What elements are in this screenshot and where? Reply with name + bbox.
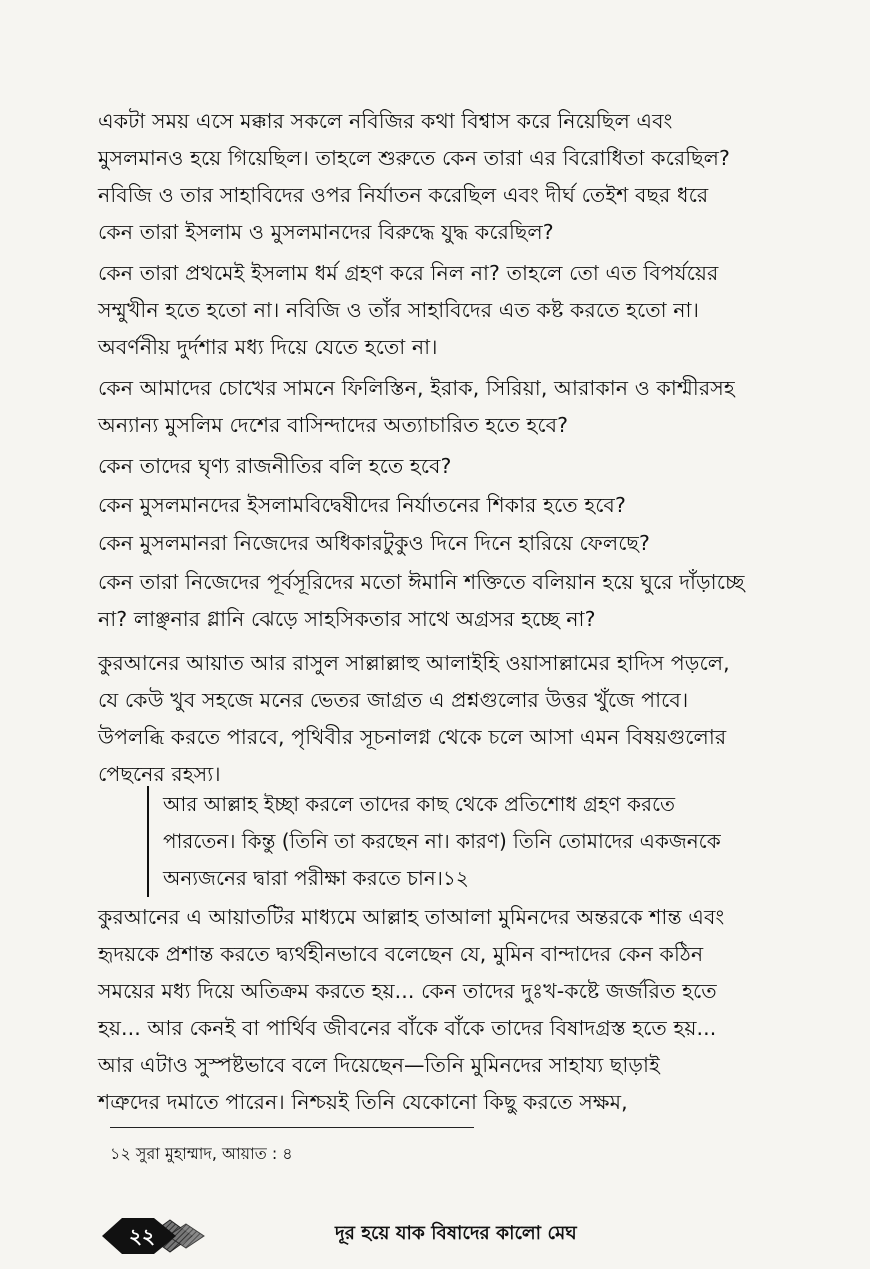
text-line: কেন তারা ইসলাম ও মুসলমানদের বিরুদ্ধে যুদ্ধ করেছিল? (98, 220, 554, 244)
quote-line: অন্যজনের দ্বারা পরীক্ষা করতে চান।১২ (163, 866, 469, 890)
text-line: সময়ের মধ্য দিয়ে অতিক্রম করতে হয়... কেন তাদের দুঃখ-কষ্টে জর্জরিত হতে (98, 979, 717, 1003)
text-line: অন্যান্য মুসলিম দেশের বাসিন্দাদের অত্যাচারিত হতে হবে? (98, 413, 569, 437)
text-line: না? লাঞ্ছনার গ্লানি ঝেড়ে সাহসিকতার সাথে অগ্রসর হচ্ছে না? (98, 607, 596, 631)
text-line: সম্মুখীন হতে হতো না। নবিজি ও তাঁর সাহাবিদের এত কষ্ট করতে হতো না। (98, 298, 700, 322)
text-line: কেন মুসলমানরা নিজেদের অধিকারটুকুও দিনে দিনে হারিয়ে ফেলছে? (98, 531, 650, 555)
running-title: দূর হয়ে যাক বিষাদের কালো মেঘ (335, 1223, 577, 1244)
text-line: কুরআনের আয়াত আর রাসুল সাল্লাল্লাহু আলাইহি ওয়াসাল্লামের হাদিস পড়লে, (98, 651, 730, 675)
quote-line: পারতেন। কিন্তু (তিনি তা করছেন না। কারণ) তিনি তোমাদের একজনকে (163, 829, 721, 853)
text-line: আর এটাও সুস্পষ্টভাবে বলে দিয়েছেন—তিনি মুমিনদের সাহায্য ছাড়াই (98, 1053, 660, 1077)
text-line: মুসলমানও হয়ে গিয়েছিল। তাহলে শুরুতে কেন তারা এর বিরোধিতা করেছিল? (98, 146, 731, 170)
text-line: কুরআনের এ আয়াতটির মাধ্যমে আল্লাহ তাআলা মুমিনদের অন্তরকে শান্ত এবং (98, 905, 725, 929)
quote-line: আর আল্লাহ ইচ্ছা করলে তাদের কাছ থেকে প্রতিশোধ গ্রহণ করতে (163, 792, 675, 816)
footnote-divider (110, 1127, 474, 1128)
text-line: কেন তাদের ঘৃণ্য রাজনীতির বলি হতে হবে? (98, 454, 452, 478)
footnote: ১২ সুরা মুহাম্মাদ, আয়াত : ৪ (110, 1144, 293, 1163)
text-line: কেন তারা প্রথমেই ইসলাম ধর্ম গ্রহণ করে নিল না? তাহলে তো এত বিপর্যয়ের (98, 261, 719, 285)
paragraph-7 (98, 564, 838, 638)
text-line: পেছনের রহস্য। (98, 762, 221, 786)
paragraph-3 (98, 370, 838, 444)
text-line: কেন তারা নিজেদের পূর্বসূরিদের মতো ঈমানি শক্তিতে বলিয়ান হয়ে ঘুরে দাঁড়াচ্ছে (98, 570, 745, 594)
paragraph-4 (98, 448, 838, 485)
text-line: কেন মুসলমানদের ইসলামবিদ্বেষীদের নির্যাতনের শিকার হতে হবে? (98, 493, 626, 517)
text-line: যে কেউ খুব সহজে মনের ভেতর জাগ্রত এ প্রশ্নগুলোর উত্তর খুঁজে পাবে। (98, 688, 689, 712)
text-line: উপলব্ধি করতে পারবে, পৃথিবীর সূচনালগ্ন থেকে চলে আসা এমন বিষয়গুলোর (98, 725, 727, 749)
text-line: একটা সময় এসে মক্কার সকলে নবিজির কথা বিশ্বাস করে নিয়েছিল এবং (98, 109, 673, 133)
page-number: ২২ (128, 1224, 155, 1248)
text-line: কেন আমাদের চোখের সামনে ফিলিস্তিন, ইরাক, সিরিয়া, আরাকান ও কাশ্মীরসহ (98, 376, 735, 400)
text-line: হয়... আর কেনই বা পার্থিব জীবনের বাঁকে বাঁকে তাদের বিষাদগ্রস্ত হতে হয়... (98, 1016, 717, 1040)
paragraph-8 (98, 645, 838, 793)
text-line: নবিজি ও তার সাহাবিদের ওপর নির্যাতন করেছিল এবং দীর্ঘ তেইশ বছর ধরে (98, 183, 709, 207)
text-line: শত্রুদের দমাতে পারেন। নিশ্চয়ই তিনি যেকোনো কিছু করতে সক্ষম, (98, 1090, 628, 1114)
block-quote (147, 786, 853, 897)
paragraph-2 (98, 255, 838, 366)
paragraph-6 (98, 525, 838, 562)
text-line: অবর্ণনীয় দুর্দশার মধ্য দিয়ে যেতে হতো না। (98, 335, 438, 359)
paragraph-1 (98, 103, 838, 251)
text-line: হৃদয়কে প্রশান্ত করতে দ্ব্যর্থহীনভাবে বলেছেন যে, মুমিন বান্দাদের কেন কঠিন (98, 942, 704, 966)
paragraph-5 (98, 487, 838, 524)
paragraph-9 (98, 899, 838, 1121)
